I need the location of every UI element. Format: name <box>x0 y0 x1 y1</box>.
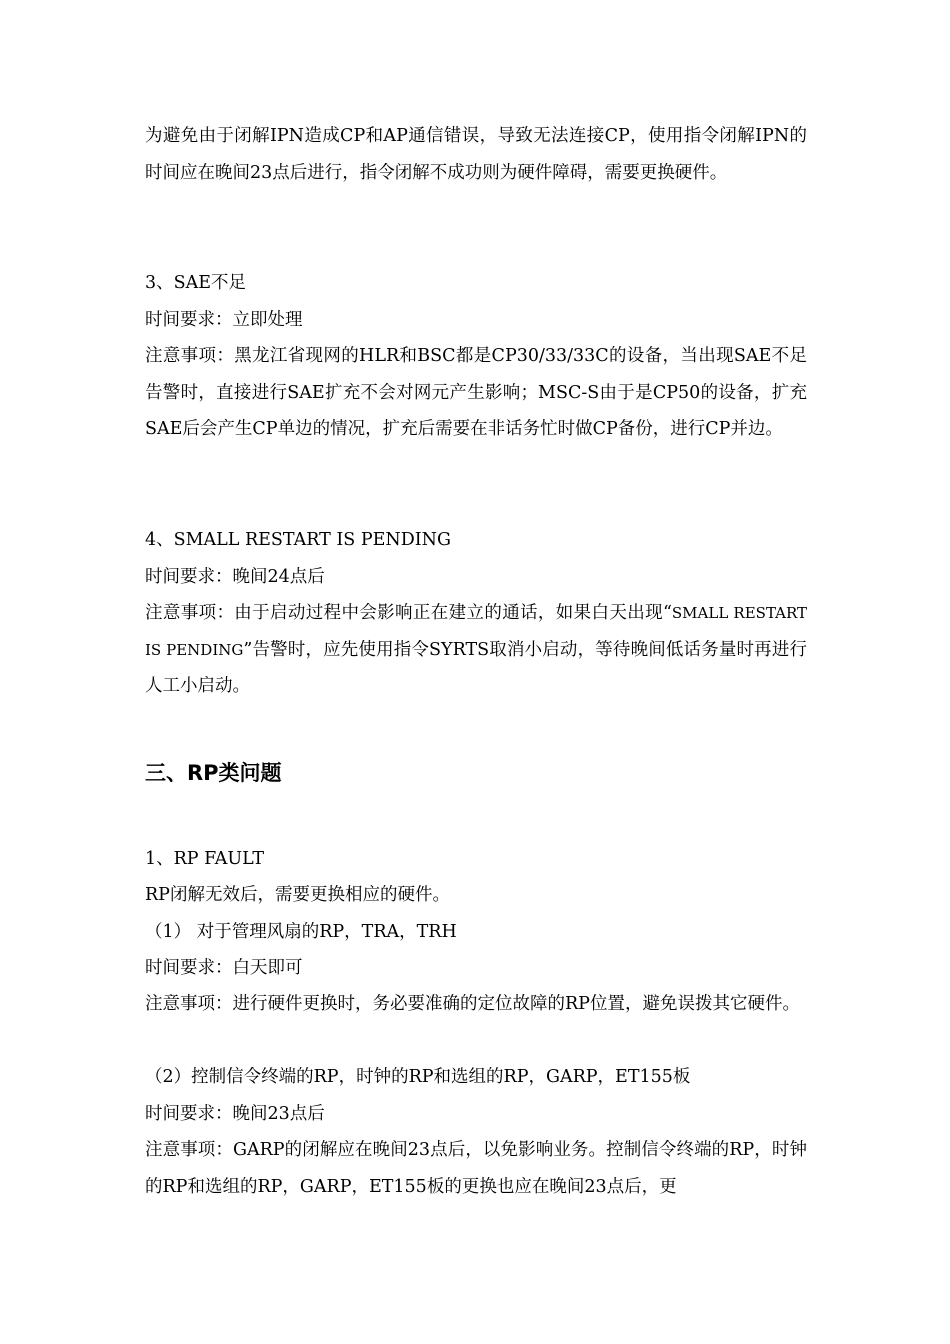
rp-sub1-title: （1） 对于管理风扇的RP，TRA，TRH <box>145 922 457 942</box>
rp-item1-title: 1、RP FAULT <box>145 849 265 869</box>
rp-sub2-title: （2）控制信令终端的RP，时钟的RP和选组的RP，GARP，ET155板 <box>145 1067 691 1087</box>
item4-note <box>145 595 807 705</box>
section3-heading: 三、RP类问题 <box>145 761 282 785</box>
item4-note-part2: ”告警时，应先使用指令SYRTS取消小启动，等待晚间低话务量时再进行人工小启动。 <box>145 639 807 697</box>
rp-sub1-time-requirement: 时间要求：白天即可 <box>145 958 303 978</box>
item3-time-requirement: 时间要求：立即处理 <box>145 310 303 330</box>
rp-sub1-note: 注意事项：进行硬件更换时，务必要准确的定位故障的RP位置，避免误拨其它硬件。 <box>145 994 800 1014</box>
item4-note-alarm-name: SMALL RESTART IS PENDING <box>145 604 807 659</box>
intro-paragraph: 为避免由于闭解IPN造成CP和AP通信错误，导致无法连接CP，使用指令闭解IPN的时间应在晚间23点后进行，指令闭解不成功则为硬件障碍，需要更换硬件。 <box>145 126 807 183</box>
item4-note-part1: 注意事项：由于启动过程中会影响正在建立的通话，如果白天出现“ <box>145 603 672 623</box>
item4-time-requirement: 时间要求：晚间24点后 <box>145 567 325 587</box>
rp-item1-description: RP闭解无效后，需要更换相应的硬件。 <box>145 885 450 905</box>
rp-sub2-time-requirement: 时间要求：晚间23点后 <box>145 1104 325 1124</box>
item4-title: 4、SMALL RESTART IS PENDING <box>145 530 451 550</box>
item3-title: 3、SAE不足 <box>145 273 247 293</box>
item3-note: 注意事项：黑龙江省现网的HLR和BSC都是CP30/33/33C的设备，当出现SAE不足告警时，直接进行SAE扩充不会对网元产生影响；MSC-S由于是CP50的设备，扩充SAE后会产生CP单边的情况，扩充后需要在非话务忙时做CP备份，进行CP并边。 <box>145 346 807 440</box>
rp-sub2-note: 注意事项：GARP的闭解应在晚间23点后，以免影响业务。控制信令终端的RP，时钟的RP和选组的RP，GARP，ET155板的更换也应在晚间23点后，更 <box>145 1140 807 1197</box>
